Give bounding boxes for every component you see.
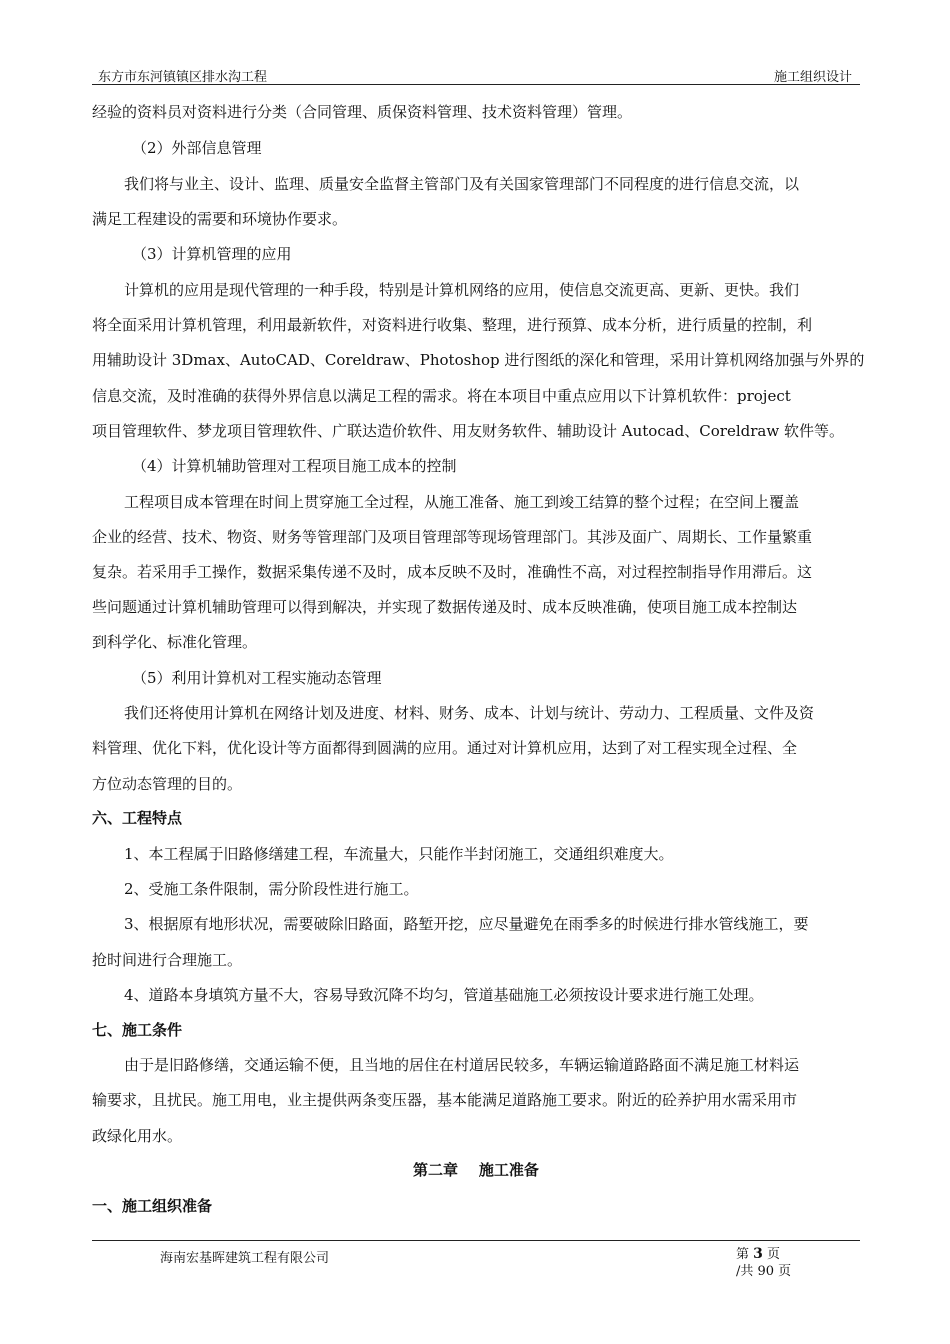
body-line: 企业的经营、技术、物资、财务等管理部门及项目管理部等现场管理部门。其涉及面广、周期长、工作量繁重 (92, 528, 813, 546)
body-line: 我们将与业主、设计、监理、质量安全监督主管部门及有关国家管理部门不同程度的进行信息交流，以 (124, 175, 800, 193)
section-heading-project-features: 六、工程特点 (92, 809, 183, 827)
section-heading-organization: 一、施工组织准备 (92, 1197, 213, 1215)
body-line: 经验的资料员对资料进行分类（合同管理、质保资料管理、技术资料管理）管理。 (92, 103, 633, 121)
body-line: 输要求，且扰民。施工用电，业主提供两条变压器，基本能满足道路施工要求。附近的砼养护用水需采用市 (92, 1091, 798, 1109)
body-line: 方位动态管理的目的。 (92, 775, 243, 793)
page-total: /共 90 页 (736, 1264, 792, 1279)
header-project-title: 东方市东河镇镇区排水沟工程 (98, 70, 268, 85)
body-line: 复杂。若采用手工操作，数据采集传递不及时，成本反映不及时，准确性不高，对过程控制指导作用滞后。这 (92, 563, 813, 581)
footer-rule (92, 1240, 860, 1241)
chapter-title: 第二章 施工准备 (413, 1161, 539, 1179)
list-item: 4、道路本身填筑方量不大，容易导致沉降不均匀，管道基础施工必须按设计要求进行施工处理。 (124, 986, 764, 1004)
body-line: 将全面采用计算机管理，利用最新软件，对资料进行收集、整理，进行预算、成本分析，进行质量的控制，利 (92, 316, 813, 334)
page-current: 3 (753, 1246, 763, 1262)
page-header (92, 64, 860, 85)
subheading-computer-management: （3）计算机管理的应用 (132, 245, 292, 263)
body-line: 政绿化用水。 (92, 1127, 183, 1145)
body-line: 抢时间进行合理施工。 (92, 951, 243, 969)
body-line: 计算机的应用是现代管理的一种手段，特别是计算机网络的应用，使信息交流更高、更新、更快。我们 (124, 281, 800, 299)
body-line: 到科学化、标准化管理。 (92, 633, 258, 651)
body-line: 料管理、优化下料，优化设计等方面都得到圆满的应用。通过对计算机应用，达到了对工程实现全过程、全 (92, 739, 798, 757)
subheading-dynamic-management: （5）利用计算机对工程实施动态管理 (132, 669, 382, 687)
page-prefix: 第 (736, 1247, 750, 1262)
body-line: 由于是旧路修缮，交通运输不便，且当地的居住在村道居民较多，车辆运输道路路面不满足施工材料运 (124, 1056, 800, 1074)
subheading-cost-control: （4）计算机辅助管理对工程项目施工成本的控制 (132, 457, 457, 475)
body-line: 项目管理软件、梦龙项目管理软件、广联达造价软件、用友财务软件、辅助设计 Autocad、Coreldraw 软件等。 (92, 422, 844, 440)
list-item: 3、根据原有地形状况，需要破除旧路面，路堑开挖，应尽量避免在雨季多的时候进行排水管线施工，要 (124, 915, 809, 933)
body-line: 些问题通过计算机辅助管理可以得到解决，并实现了数据传递及时、成本反映准确，使项目施工成本控制达 (92, 598, 798, 616)
body-line: 满足工程建设的需要和环境协作要求。 (92, 210, 348, 228)
list-item: 2、受施工条件限制，需分阶段性进行施工。 (124, 880, 419, 898)
body-line: 工程项目成本管理在时间上贯穿施工全过程，从施工准备、施工到竣工结算的整个过程；在空间上覆盖 (124, 493, 800, 511)
page-number (736, 1246, 791, 1280)
subheading-external-info: （2）外部信息管理 (132, 139, 262, 157)
footer-company: 海南宏基晖建筑工程有限公司 (160, 1251, 330, 1266)
body-line: 我们还将使用计算机在网络计划及进度、材料、财务、成本、计划与统计、劳动力、工程质量、文件及资 (124, 704, 815, 722)
page-suffix: 页 (767, 1247, 781, 1262)
header-doc-type: 施工组织设计 (773, 70, 852, 85)
section-heading-construction-conditions: 七、施工条件 (92, 1021, 183, 1039)
body-line: 信息交流，及时准确的获得外界信息以满足工程的需求。将在本项目中重点应用以下计算机软件：project (92, 387, 791, 405)
list-item: 1、本工程属于旧路修缮建工程，车流量大，只能作半封闭施工，交通组织难度大。 (124, 845, 674, 863)
body-line: 用辅助设计 3Dmax、AutoCAD、Coreldraw、Photoshop 进行图纸的深化和管理，采用计算机网络加强与外界的 (92, 351, 865, 369)
